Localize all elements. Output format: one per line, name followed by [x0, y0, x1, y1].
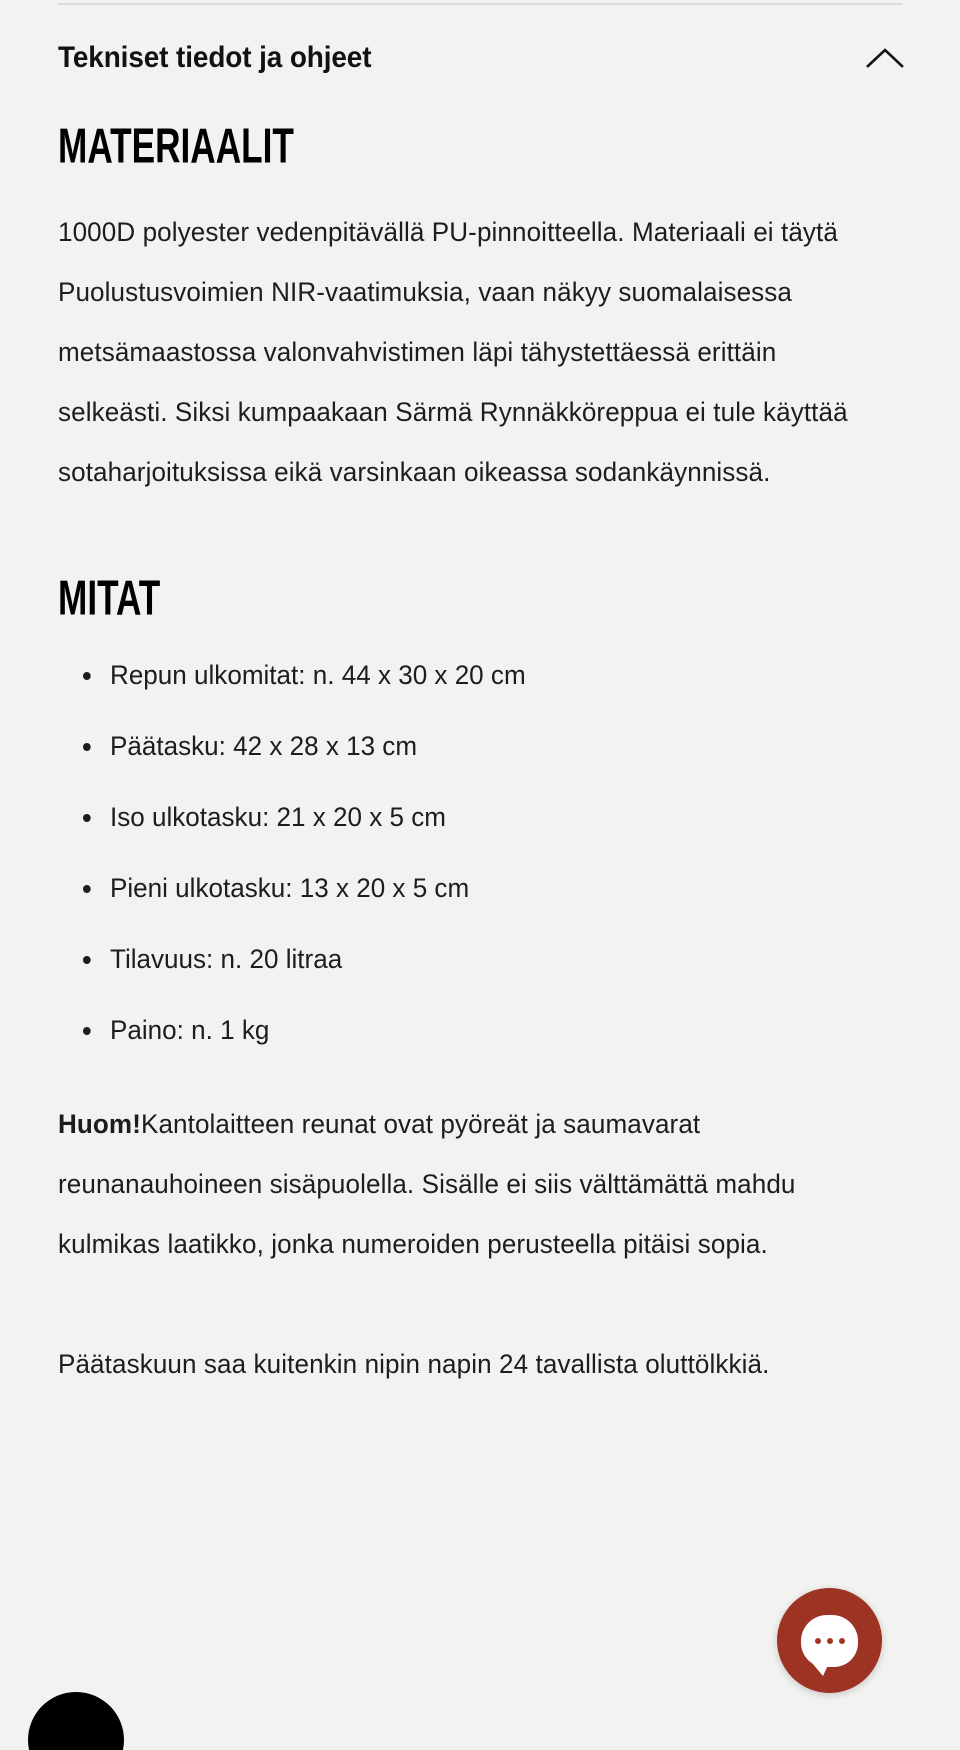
dimensions-list	[58, 640, 904, 1066]
dimensions-tail-paragraph: Päätaskuun saa kuitenkin nipin napin 24 tavallista oluttölkkiä.	[58, 1349, 770, 1379]
dimensions-note	[58, 1094, 874, 1274]
chat-dot	[839, 1638, 845, 1644]
chat-dot	[827, 1638, 833, 1644]
accordion-content	[0, 100, 960, 1394]
note-label: Huom!	[58, 1109, 141, 1139]
list-item: Iso ulkotasku: 21 x 20 x 5 cm	[110, 782, 876, 853]
chat-bubble-icon	[801, 1615, 858, 1667]
list-item: Pieni ulkotasku: 13 x 20 x 5 cm	[110, 853, 876, 924]
corner-badge[interactable]	[28, 1692, 124, 1750]
heading-dimensions: MITAT	[58, 570, 161, 626]
heading-materials: MATERIAALIT	[58, 118, 294, 174]
list-item: Päätasku: 42 x 28 x 13 cm	[110, 711, 876, 782]
list-item: Tilavuus: n. 20 litraa	[110, 924, 876, 995]
note-body: Kantolaitteen reunat ovat pyöreät ja saumavarat reunanauhoineen sisäpuolella. Sisälle ei siis välttämättä mahdu kulmikas laatikko, jonka numeroiden perusteella pitäisi sopia.	[58, 1109, 796, 1259]
chevron-up-icon[interactable]	[862, 35, 908, 81]
chat-dot	[815, 1638, 821, 1644]
chat-launcher-button[interactable]	[777, 1588, 882, 1693]
section-divider	[58, 3, 903, 5]
accordion-title: Tekniset tiedot ja ohjeet	[58, 41, 372, 74]
list-item: Repun ulkomitat: n. 44 x 30 x 20 cm	[110, 640, 876, 711]
accordion-header-technical-info[interactable]	[0, 22, 960, 94]
list-item: Paino: n. 1 kg	[110, 995, 876, 1066]
materials-paragraph: 1000D polyester vedenpitävällä PU-pinnoitteella. Materiaali ei täytä Puolustusvoimien NIR-vaatimuksia, vaan näkyy suomalaisessa metsämaastossa valonvahvistimen läpi tähystettäessä erittäin selkeästi. Siksi kumpaakaan Särmä Rynnäkköreppua ei tule käyttää sotaharjoituksissa eikä varsinkaan oikeassa sodankäynnissä.	[58, 217, 848, 487]
